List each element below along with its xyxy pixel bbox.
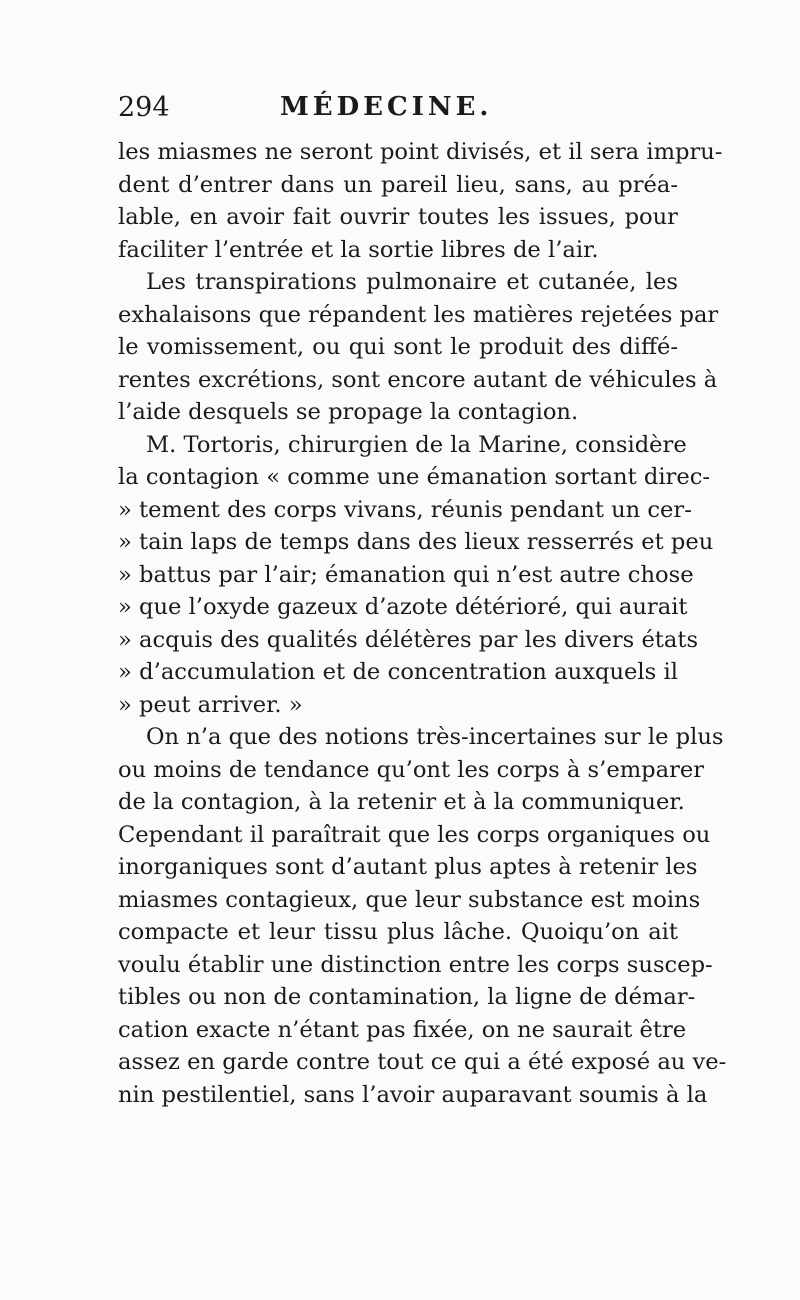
text-line: la contagion « comme une émanation sortant direc-	[118, 464, 711, 490]
text-line: Cependant il paraîtrait que les corps organiques ou	[118, 821, 711, 848]
text-line: de la contagion, à la retenir et à la communiquer.	[118, 789, 685, 815]
text-line: » acquis des qualités délétères par les divers états	[118, 626, 699, 653]
text-line: compacte et leur tissu plus lâche. Quoiqu’on ait	[118, 919, 678, 945]
text-line: rentes excrétions, sont encore autant de véhicules à	[118, 366, 718, 393]
text-line: le vomissement, ou qui sont le produit des diffé-	[118, 334, 678, 360]
text-line: » tain laps de temps dans des lieux resserrés et peu	[118, 529, 714, 555]
text-line: nin pestilentiel, sans l’avoir auparavant soumis à la	[118, 1081, 708, 1108]
page-header	[118, 92, 678, 136]
text-line: les miasmes ne seront point divisés, et il sera impru-	[118, 139, 723, 165]
running-head: MÉDECINE.	[280, 92, 493, 122]
text-line: » peut arriver. »	[118, 691, 303, 718]
text-line: lable, en avoir fait ouvrir toutes les issues, pour	[118, 204, 678, 230]
text-line: cation exacte n’étant pas fixée, on ne saurait être	[118, 1016, 687, 1043]
text-line: Les transpirations pulmonaire et cutanée, les	[146, 269, 678, 295]
text-line: faciliter l’entrée et la sortie libres de l’air.	[118, 236, 599, 263]
text-line: l’aide desquels se propage la contagion.	[118, 399, 579, 425]
text-line: On n’a que des notions très-incertaines sur le plus	[146, 724, 724, 750]
text-line: ou moins de tendance qu’ont les corps à s’emparer	[118, 756, 705, 783]
text-line: » battus par l’air; émanation qui n’est autre chose	[118, 561, 694, 588]
page-text-block	[118, 92, 727, 1108]
page-number: 294	[118, 92, 170, 123]
text-line: tibles ou non de contamination, la ligne de démar-	[118, 984, 696, 1010]
text-line: inorganiques sont d’autant plus aptes à retenir les	[118, 854, 698, 880]
text-line: exhalaisons que répandent les matières rejetées par	[118, 301, 719, 328]
text-line: dent d’entrer dans un pareil lieu, sans, au préa-	[118, 171, 678, 198]
text-line: assez en garde contre tout ce qui a été exposé au ve-	[118, 1049, 727, 1075]
text-line: M. Tortoris, chirurgien de la Marine, considère	[146, 431, 687, 458]
text-line: » d’accumulation et de concentration auxquels il	[118, 659, 678, 685]
text-line: voulu établir une distinction entre les corps suscep-	[118, 951, 713, 978]
text-line: miasmes contagieux, que leur substance est moins	[118, 886, 701, 913]
text-line: » tement des corps vivans, réunis pendant un cer-	[118, 496, 692, 523]
text-line: » que l’oxyde gazeux d’azote détérioré, qui aurait	[118, 594, 688, 620]
